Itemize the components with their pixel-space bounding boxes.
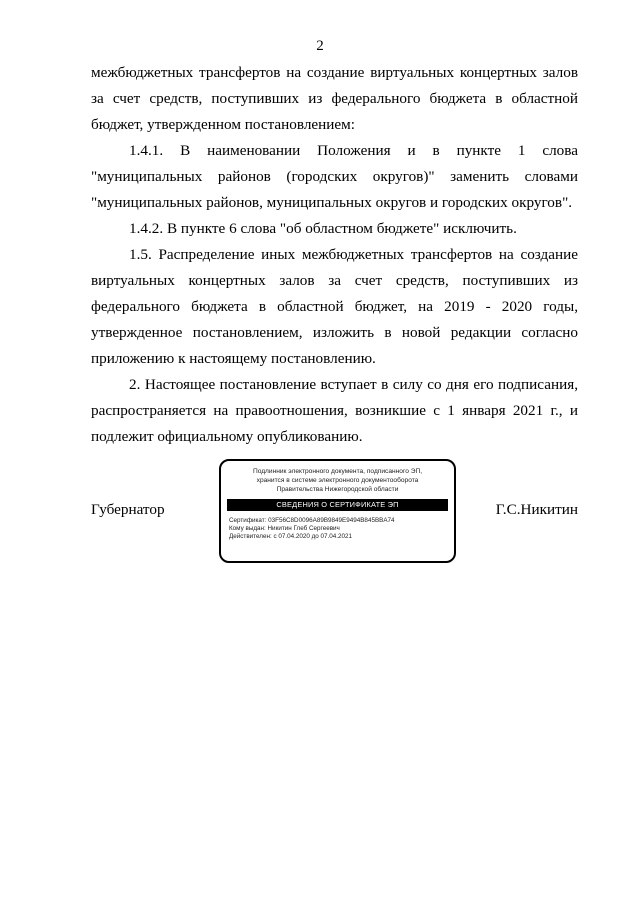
electronic-signature-stamp — [219, 459, 456, 563]
signature-block — [91, 459, 578, 565]
paragraph-1-4-1: 1.4.1. В наименовании Положения и в пункте 1 слова "муниципальных районов (городских округов)" заменить словами "муниципальных районов, муниципальных округов и городских округов". — [91, 142, 578, 211]
signatory-title: Губернатор — [91, 501, 165, 518]
issued-to-value: Никитин Глеб Сергеевич — [267, 525, 340, 532]
validity-value: с 07.04.2020 до 07.04.2021 — [273, 533, 353, 540]
stamp-title-bar: СВЕДЕНИЯ О СЕРТИФИКАТЕ ЭП — [227, 499, 448, 511]
paragraph-1-4-2: 1.4.2. В пункте 6 слова "об областном бюджете" исключить. — [129, 220, 517, 237]
certificate-label: Сертификат: — [229, 517, 267, 524]
issued-to-row — [229, 525, 454, 533]
paragraph-1-5: 1.5. Распределение иных межбюджетных трансфертов на создание виртуальных концертных залов за счет средств, поступивших из федерального бюджета в областной бюджет, на 2019 - 2020 годы, утвержденное постановлением, изложить в новой редакции согласно приложению к настоящему постановлению. — [91, 246, 578, 367]
stamp-details — [229, 517, 454, 541]
issued-to-label: Кому выдан: — [229, 525, 266, 532]
validity-row — [229, 533, 454, 541]
stamp-header — [221, 467, 454, 494]
validity-label: Действителен: — [229, 533, 272, 540]
certificate-value: 03F56C8D0096A89B9849E9494B845BBA74 — [268, 517, 395, 524]
certificate-row — [229, 517, 454, 525]
stamp-header-line: хранится в системе электронного документооборота — [256, 477, 419, 484]
stamp-header-line: Правительства Нижегородской области — [276, 486, 399, 493]
paragraph-2: 2. Настоящее постановление вступает в силу со дня его подписания, распространяется на правоотношения, возникшие с 1 января 2021 г., и подлежит официальному опубликованию. — [91, 376, 578, 445]
stamp-header-line: Подлинник электронного документа, подписанного ЭП, — [252, 468, 423, 475]
page-number: 2 — [316, 38, 324, 54]
paragraph-continuation: межбюджетных трансфертов на создание виртуальных концертных залов за счет средств, поступивших из федерального бюджета в областной бюджет, утвержденном постановлением: — [91, 64, 578, 133]
document-body — [91, 60, 578, 450]
signatory-name: Г.С.Никитин — [495, 501, 578, 518]
